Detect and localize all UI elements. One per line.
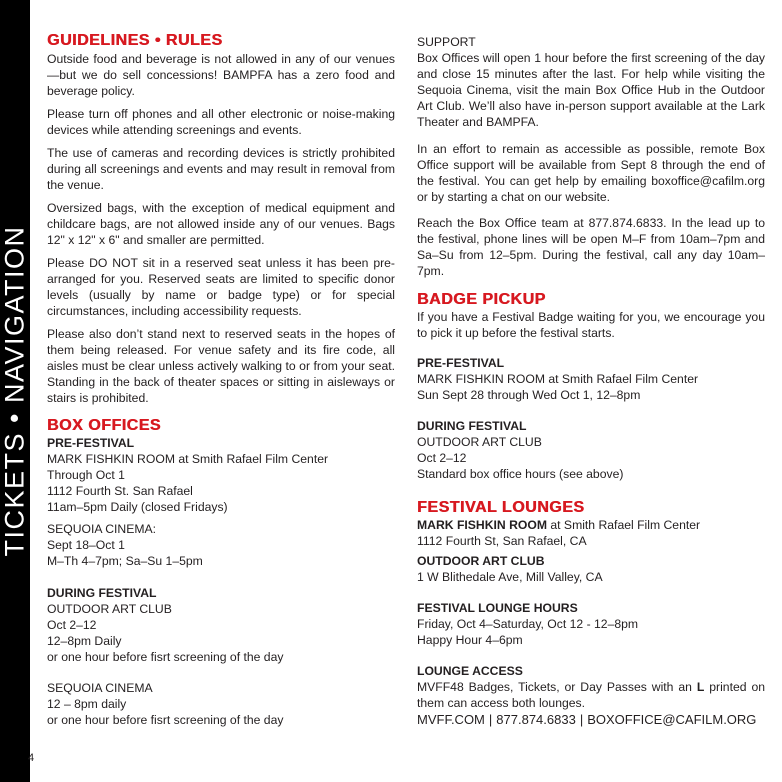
guideline-paragraph: Oversized bags, with the exception of medical equipment and childcare bags, are not allowed inside any of our venues. Bags 12" x 12" x 6" and smaller are permitted. bbox=[47, 201, 395, 247]
lounge-fishkin-address: 1112 Fourth St, San Rafael, CA bbox=[417, 534, 587, 548]
lounge-oac-address: 1 W Blithedale Ave, Mill Valley, CA bbox=[417, 570, 603, 584]
lounge-access-letter: L bbox=[696, 680, 705, 694]
badge-pre-line: Sun Sept 28 through Wed Oct 1, 12–8pm bbox=[417, 388, 641, 402]
guideline-paragraph: Please turn off phones and all other electronic or noise-making devices while attending screenings and events. bbox=[47, 107, 395, 137]
during-festival-line: Oct 2–12 bbox=[47, 618, 97, 632]
footer-site-link[interactable]: MVFF.COM bbox=[417, 712, 485, 727]
lounge-fishkin-suffix: at Smith Rafael Film Center bbox=[547, 518, 701, 532]
support-label: SUPPORT bbox=[417, 35, 476, 49]
lounge-fishkin bbox=[417, 517, 765, 533]
sequoia-pre-line: Sept 18–Oct 1 bbox=[47, 538, 125, 552]
lounge-hours-line: Happy Hour 4–6pm bbox=[417, 633, 523, 647]
badge-during-line: OUTDOOR ART CLUB bbox=[417, 435, 542, 449]
sequoia-during-line: SEQUOIA CINEMA bbox=[47, 681, 153, 695]
lounges-heading: FESTIVAL LOUNGES bbox=[417, 499, 585, 516]
footer-phone[interactable]: 877.874.6833 bbox=[496, 712, 576, 727]
badge-during-label: DURING FESTIVAL bbox=[417, 419, 527, 433]
right-column bbox=[417, 32, 765, 711]
guideline-paragraph: Please also don’t stand next to reserved seats in the hopes of them being released. For venue safety and its fire code, all aisles must be clear unless actively walking to or from your seat. Standing in the back of theater spaces or sitting in aisleways or stairs is prohibited. bbox=[47, 327, 395, 405]
sequoia-pre-line: M–Th 4–7pm; Sa–Su 1–5pm bbox=[47, 554, 203, 568]
footer-separator: | bbox=[579, 712, 584, 727]
badge-during-line: Oct 2–12 bbox=[417, 451, 467, 465]
lounge-access-post: printed on them can access both lounges. bbox=[417, 680, 765, 710]
pre-festival-line: 11am–5pm Daily (closed Fridays) bbox=[47, 500, 228, 514]
lounge-hours-label: FESTIVAL LOUNGE HOURS bbox=[417, 601, 578, 615]
sidebar-title: TICKETS • NAVIGATION bbox=[0, 225, 30, 557]
lounge-hours-line: Friday, Oct 4–Saturday, Oct 12 - 12–8pm bbox=[417, 617, 639, 631]
badge-pickup-heading: BADGE PICKUP bbox=[417, 291, 546, 308]
lounge-access-pre: MVFF48 Badges, Tickets, or Day Passes with an bbox=[417, 680, 697, 694]
pre-festival-line: Through Oct 1 bbox=[47, 468, 125, 482]
badge-pre-line: MARK FISHKIN ROOM at Smith Rafael Film Center bbox=[417, 372, 699, 386]
support-paragraph: Box Offices will open 1 hour before the first screening of the day and close 15 minutes after the last. For help while visiting the Sequoia Cinema, visit the main Box Office Hub in the Outdoor Art Club. We’ll also have in-person support available at the Lark Theater and BAMPFA. bbox=[417, 51, 765, 129]
lounge-access-text bbox=[417, 679, 765, 711]
pre-festival-line: MARK FISHKIN ROOM at Smith Rafael Film Center bbox=[47, 452, 329, 466]
lounge-fishkin-name: MARK FISHKIN ROOM bbox=[417, 518, 547, 532]
support-paragraph: Reach the Box Office team at 877.874.6833. In the lead up to the festival, phone lines will be open M–F from 10am–7pm and Sa–Su from 12–5pm. During the festival, call any day 10am–7pm. bbox=[417, 216, 765, 278]
sidebar bbox=[0, 0, 30, 782]
lounge-oac-name: OUTDOOR ART CLUB bbox=[417, 554, 545, 568]
during-festival-line: 12–8pm Daily bbox=[47, 634, 122, 648]
page-number: 4 bbox=[28, 752, 35, 764]
footer-contact bbox=[417, 712, 756, 727]
sequoia-during-line: or one hour before fisrt screening of the day bbox=[47, 713, 284, 727]
footer-email-link[interactable]: BOXOFFICE@CAFILM.ORG bbox=[587, 712, 757, 727]
box-offices-heading: BOX OFFICES bbox=[47, 417, 161, 434]
guidelines-heading: GUIDELINES • RULES bbox=[47, 32, 223, 49]
badge-during-line: Standard box office hours (see above) bbox=[417, 467, 624, 481]
left-column bbox=[47, 32, 395, 728]
guideline-paragraph: The use of cameras and recording devices is strictly prohibited during all screenings and events and may result in removal from the venue. bbox=[47, 146, 395, 192]
sequoia-during-line: 12 – 8pm daily bbox=[47, 697, 127, 711]
sequoia-pre-line: SEQUOIA CINEMA: bbox=[47, 522, 157, 536]
support-paragraph: In an effort to remain as accessible as possible, remote Box Office support will be available from Sept 8 through the end of the festival. You can get help by emailing boxoffice@cafilm.org or by starting a chat on our website. bbox=[417, 142, 765, 204]
guideline-paragraph: Please DO NOT sit in a reserved seat unless it has been pre-arranged for you. Reserved seats are limited to specific donor levels (usually by name or badge type) or for special circumstances, including accessibility requests. bbox=[47, 256, 395, 318]
badge-pre-label: PRE-FESTIVAL bbox=[417, 356, 505, 370]
during-festival-line: or one hour before fisrt screening of the day bbox=[47, 650, 284, 664]
badge-intro: If you have a Festival Badge waiting for you, we encourage you to pick it up before the festival starts. bbox=[417, 310, 765, 340]
footer-separator: | bbox=[488, 712, 493, 727]
pre-festival-line: 1112 Fourth St. San Rafael bbox=[47, 484, 193, 498]
lounge-access-label: LOUNGE ACCESS bbox=[417, 664, 523, 678]
pre-festival-label: PRE-FESTIVAL bbox=[47, 436, 135, 450]
during-festival-line: OUTDOOR ART CLUB bbox=[47, 602, 172, 616]
guideline-paragraph: Outside food and beverage is not allowed in any of our venues—but we do sell concessions! BAMPFA has a zero food and beverage policy. bbox=[47, 52, 395, 98]
during-festival-label: DURING FESTIVAL bbox=[47, 586, 157, 600]
